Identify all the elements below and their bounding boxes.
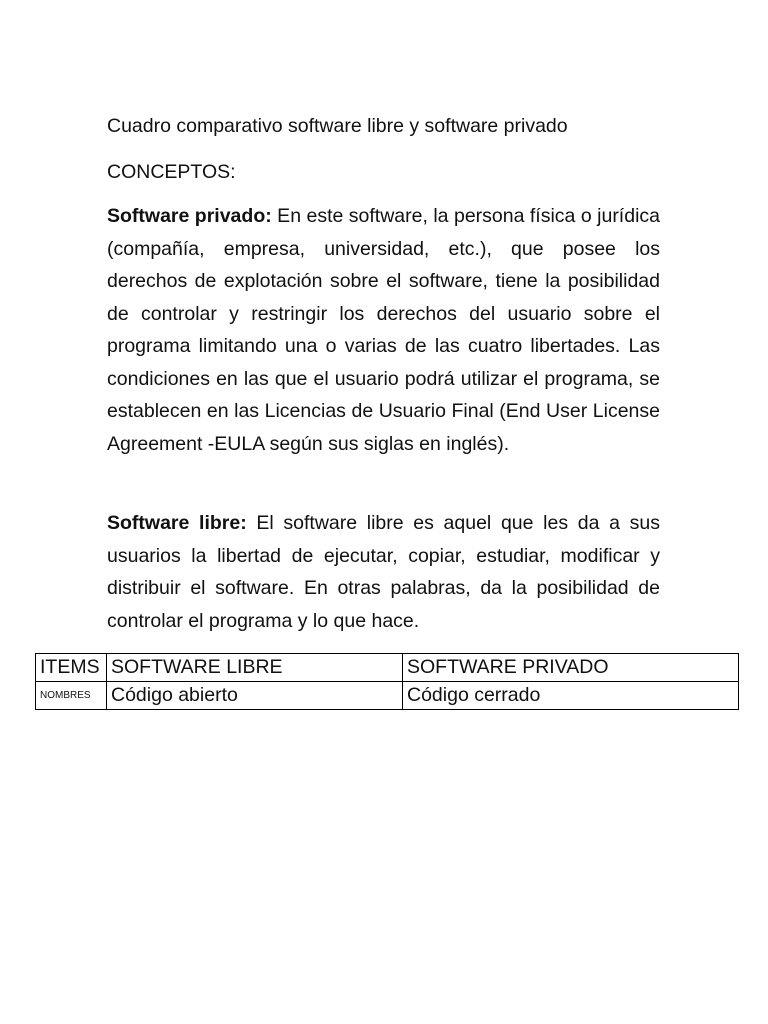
row-label-nombres: NOMBRES <box>36 682 107 710</box>
header-software-privado: SOFTWARE PRIVADO <box>403 654 739 682</box>
header-items: ITEMS <box>36 654 107 682</box>
cell-software-libre-nombre: Código abierto <box>107 682 403 710</box>
document-title: Cuadro comparativo software libre y software privado <box>107 115 568 137</box>
cell-software-privado-nombre: Código cerrado <box>403 682 739 710</box>
section-heading: CONCEPTOS: <box>107 161 236 183</box>
free-software-text: El software libre es aquel que les da a sus usuarios la libertad de ejecutar, copiar, estudiar, modificar y distribuir el software. En otras palabras, da la posibilidad de controlar el programa y lo que hace. <box>107 512 660 632</box>
free-software-paragraph <box>107 507 660 637</box>
free-software-term: Software libre: <box>107 512 247 534</box>
private-software-paragraph <box>107 200 660 460</box>
table-header-row <box>36 654 739 682</box>
private-software-text: En este software, la persona física o jurídica (compañía, empresa, universidad, etc.), que posee los derechos de explotación sobre el software, tiene la posibilidad de controlar y restringir los derechos del usuario sobre el programa limitando una o varias de las cuatro libertades. Las condiciones en las que el usuario podrá utilizar el programa, se establecen en las Licencias de Usuario Final (End User License Agreement -EULA según sus siglas en inglés). <box>107 205 660 455</box>
table-row <box>36 682 739 710</box>
header-software-libre: SOFTWARE LIBRE <box>107 654 403 682</box>
private-software-term: Software privado: <box>107 205 272 227</box>
comparison-table <box>35 653 739 710</box>
